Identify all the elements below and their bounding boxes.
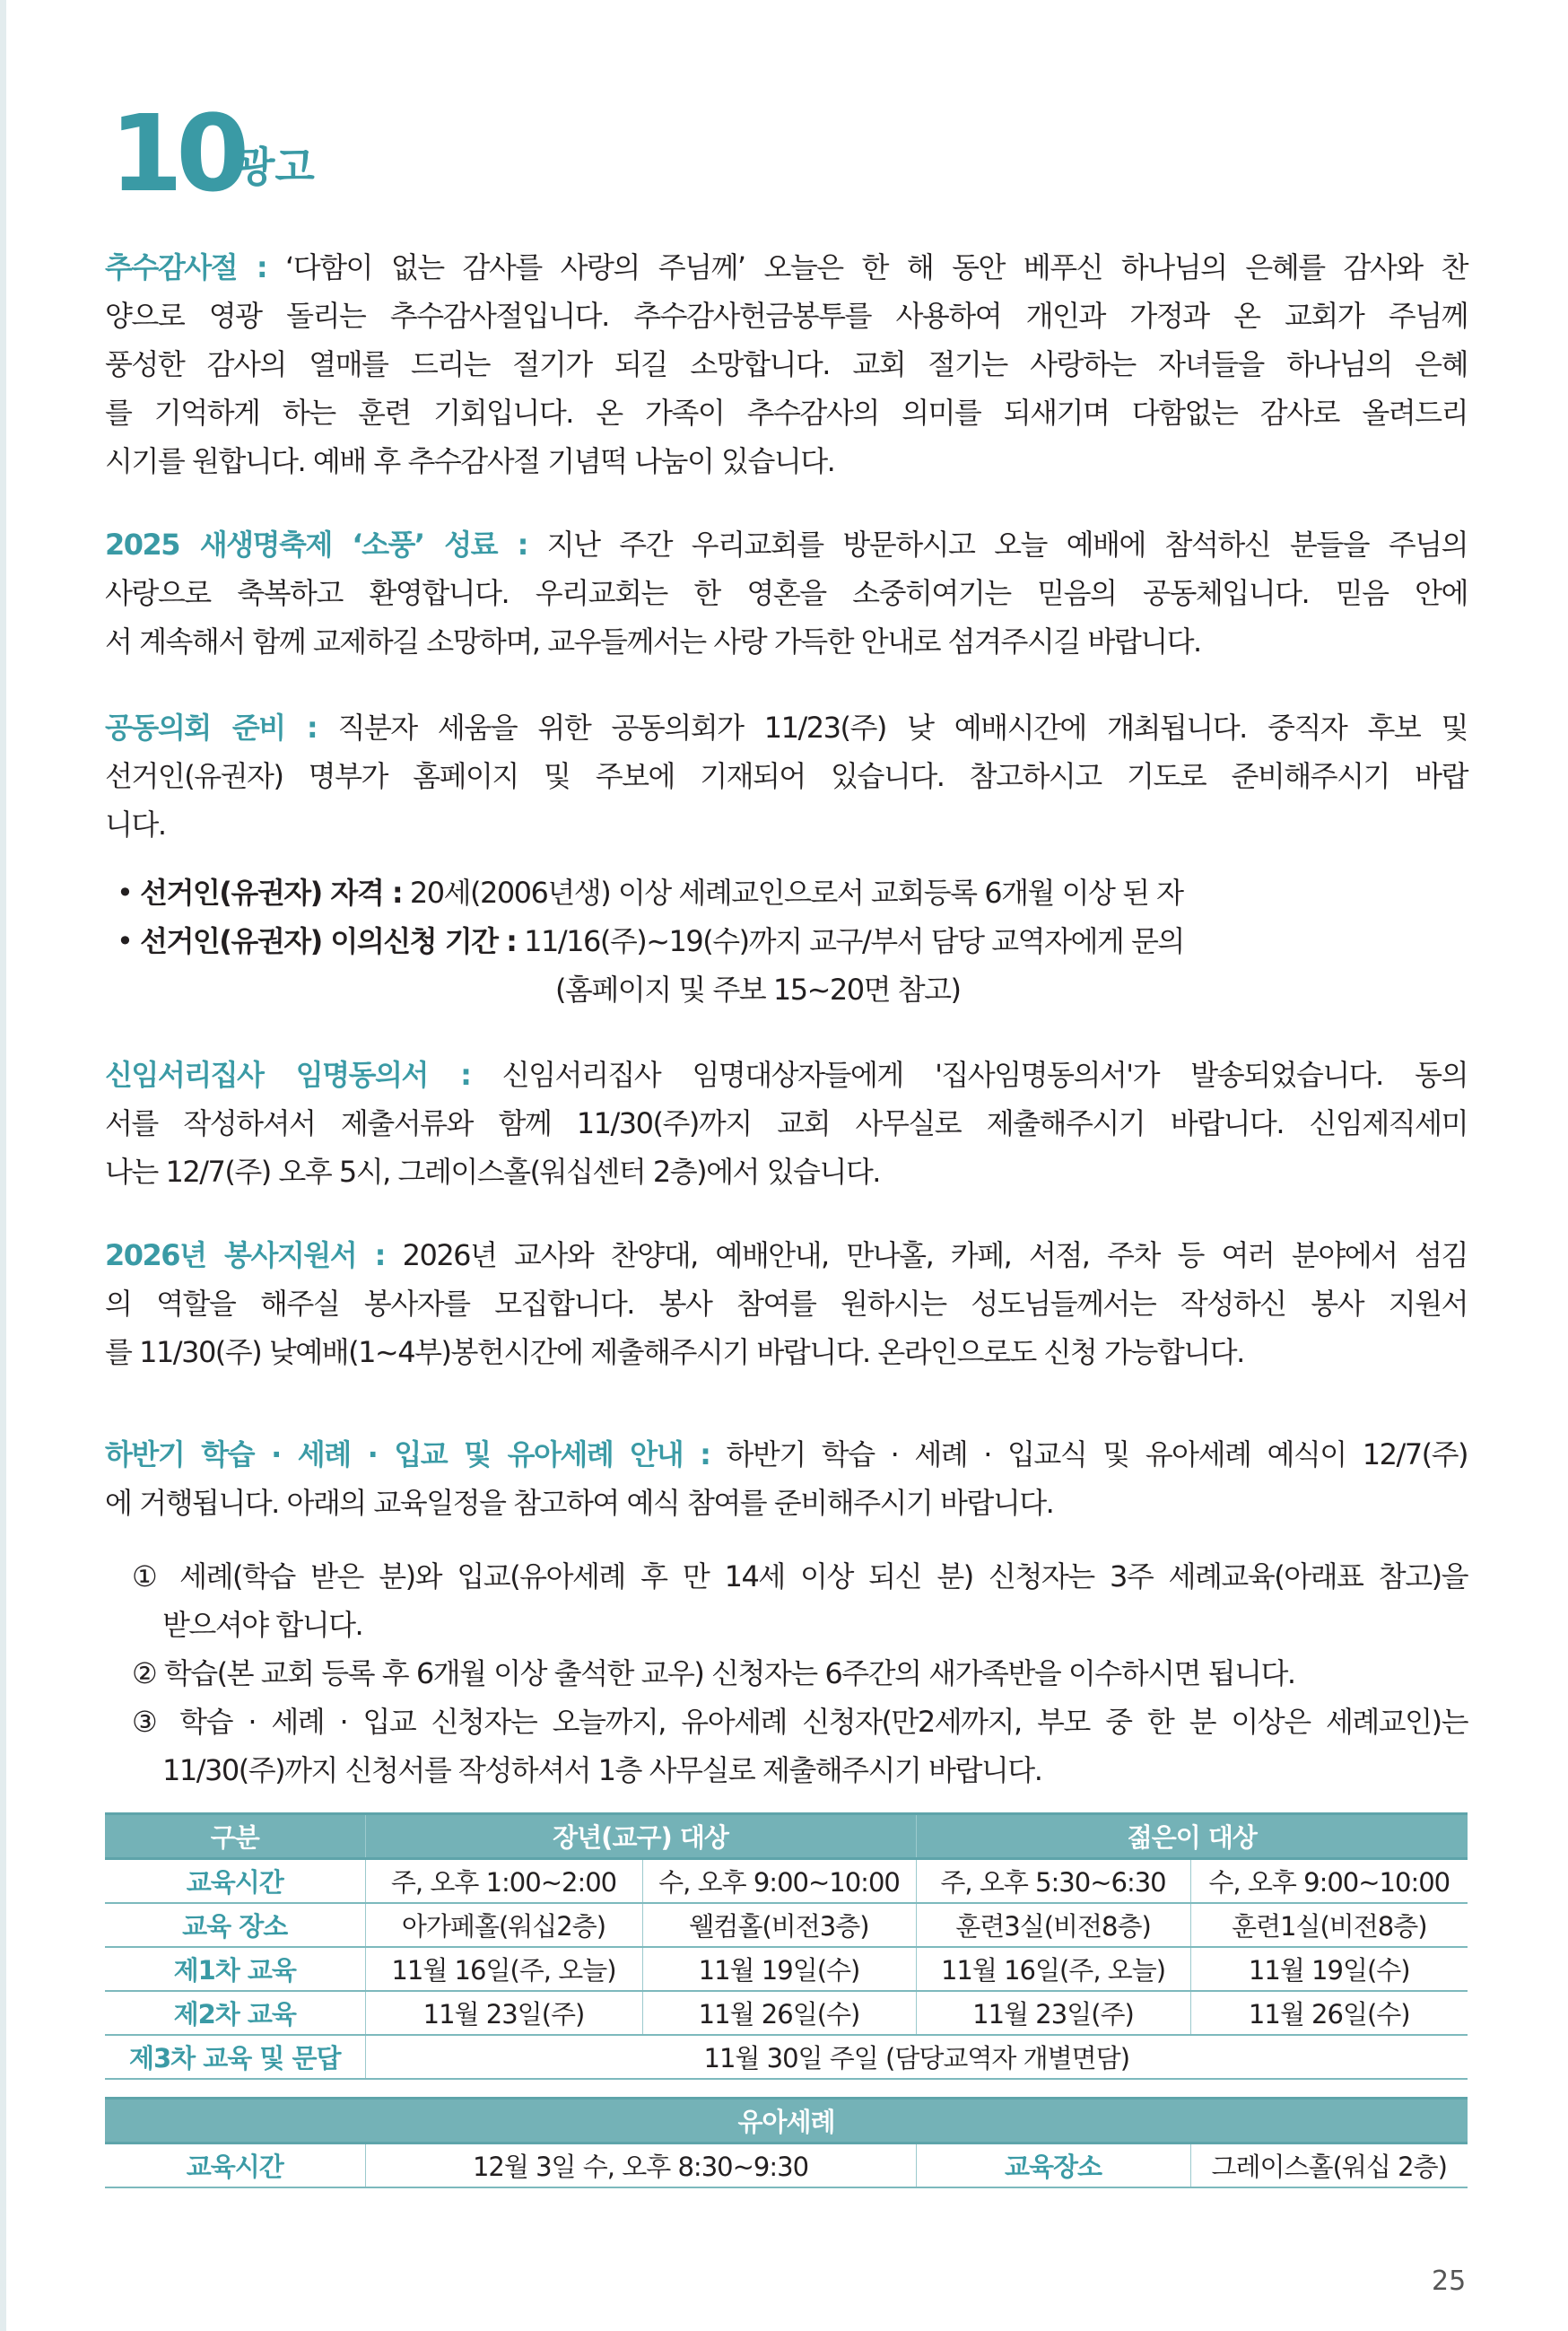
numbered-item: ② 학습(본 교회 등록 후 6개월 이상 출석한 교우) 신청자는 6주간의 새가족반을 이수하시면 됩니다. (132, 1656, 1295, 1690)
notice-label: 2026년 봉사지원서 : (105, 1238, 385, 1272)
table-cell: 11월 23일(주) (916, 1991, 1190, 2035)
bullet-label: 선거인(유권자) 자격 : (140, 876, 403, 910)
column-header: 장년(교구) 대상 (365, 1814, 916, 1859)
table-cell: 11월 19일(수) (1190, 1947, 1468, 1991)
schedule-table (105, 1812, 1468, 2080)
notice-deacon-consent (105, 1051, 1468, 1196)
section-title: 광고 (235, 143, 315, 191)
row-label: 교육시간 (105, 1859, 365, 1904)
notice-text: 2026년 교사와 찬양대, 예배안내, 만나홀, 카페, 서점, 주차 등 여러 분야에서 섬김 (402, 1238, 1468, 1272)
page-edge (0, 0, 6, 2331)
voter-bullets (117, 869, 1462, 1014)
bullet-continuation: (홈페이지 및 주보 15~20면 참고) (555, 973, 961, 1007)
notice-text: 사랑으로 축복하고 환영합니다. 우리교회는 한 영혼을 소중히여기는 믿음의 공동체입니다. 믿음 안에 (105, 576, 1468, 610)
numbered-item: ③ 학습 · 세례 · 입교 신청자는 오늘까지, 유아세례 신청자(만2세까지, 부모 중 한 분 이상은 세례교인)는 (132, 1705, 1468, 1739)
table-cell: 아가페홀(워십2층) (365, 1903, 642, 1947)
table-cell: 11월 19일(수) (642, 1947, 916, 1991)
infant-baptism-table (105, 2097, 1468, 2188)
notice-text: 신임서리집사 임명대상자들에게 '집사임명동의서'가 발송되었습니다. 동의 (501, 1058, 1468, 1092)
notice-text: 지난 주간 우리교회를 방문하시고 오늘 예배에 참석하신 분들을 주님의 (546, 528, 1468, 562)
notice-text: 에 거행됩니다. 아래의 교육일정을 참고하여 예식 참여를 준비해주시기 바랍니다. (105, 1486, 1054, 1520)
notice-label: 공동의회 준비 : (105, 711, 318, 745)
numbered-list (132, 1552, 1468, 1794)
notice-text: 하반기 학습 · 세례 · 입교식 및 유아세례 예식이 12/7(주) (726, 1437, 1468, 1471)
column-header: 젊은이 대상 (916, 1814, 1468, 1859)
bullet-item: • 선거인(유권자) 이의신청 기간 : 11/16(주)~19(수)까지 교구/부서 담당 교역자에게 문의 (117, 924, 1184, 958)
table-header-row (105, 1814, 1468, 1859)
numbered-item: ① 세례(학습 받은 분)와 입교(유아세례 후 만 14세 이상 되신 분) 신청자는 3주 세례교육(아래표 참고)을 (132, 1559, 1468, 1593)
notice-text: 선거인(유권자) 명부가 홈페이지 및 주보에 기재되어 있습니다. 참고하시고 기도로 준비해주시기 바랍 (105, 759, 1468, 793)
notice-text: 직분자 세움을 위한 공동의회가 11/23(주) 낮 예배시간에 개최됩니다. 중직자 후보 및 (337, 711, 1468, 745)
table-cell: 훈련3실(비전8층) (916, 1903, 1190, 1947)
bullet-text: 20세(2006년생) 이상 세례교인으로서 교회등록 6개월 이상 된 자 (409, 876, 1183, 910)
table-cell: 11월 30일 주일 (담당교역자 개별면담) (365, 2035, 1468, 2079)
table-cell: 11월 16일(주, 오늘) (916, 1947, 1190, 1991)
notice-congregational-meeting (105, 703, 1468, 849)
table-row (105, 1991, 1468, 2035)
notice-label: 하반기 학습 · 세례 · 입교 및 유아세례 안내 : (105, 1437, 710, 1471)
table-header-row (105, 2099, 1468, 2143)
notice-label: 추수감사절 : (105, 250, 267, 284)
notice-text: 니다. (105, 808, 166, 842)
notice-label: 신임서리집사 임명동의서 : (105, 1058, 471, 1092)
notice-thanksgiving (105, 243, 1468, 485)
column-header: 구분 (105, 1814, 365, 1859)
table-cell: 11월 16일(주, 오늘) (365, 1947, 642, 1991)
page-number: 25 (1432, 2266, 1467, 2297)
row-label: 제1차 교육 (105, 1947, 365, 1991)
row-label: 제2차 교육 (105, 1991, 365, 2035)
notice-text: 서 계속해서 함께 교제하길 소망하며, 교우들께서는 사랑 가득한 안내로 섬겨주시길 바랍니다. (105, 624, 1201, 659)
table-cell: 주, 오후 5:30~6:30 (916, 1859, 1190, 1904)
notice-text: 양으로 영광 돌리는 추수감사절입니다. 추수감사헌금봉투를 사용하여 개인과 가정과 온 교회가 주님께 (105, 299, 1468, 333)
table-cell: 수, 오후 9:00~10:00 (1190, 1859, 1468, 1904)
bullet-text: 11/16(주)~19(수)까지 교구/부서 담당 교역자에게 문의 (524, 924, 1184, 958)
table-cell: 수, 오후 9:00~10:00 (642, 1859, 916, 1904)
notice-text: 의 역할을 해주실 봉사자를 모집합니다. 봉사 참여를 원하시는 성도님들께서는 작성하신 봉사 지원서 (105, 1287, 1468, 1321)
table-cell: 12월 3일 수, 오후 8:30~9:30 (365, 2143, 916, 2188)
notice-text: 서를 작성하셔서 제출서류와 함께 11/30(주)까지 교회 사무실로 제출해주시기 바랍니다. 신임제직세미 (105, 1106, 1468, 1140)
row-label: 교육장소 (916, 2143, 1190, 2188)
table-row (105, 1859, 1468, 1904)
bullet-label: 선거인(유권자) 이의신청 기간 : (140, 924, 517, 958)
numbered-item-continuation: 받으셔야 합니다. (162, 1608, 363, 1642)
table-cell: 웰컴홀(비전3층) (642, 1903, 916, 1947)
row-label: 제3차 교육 및 문답 (105, 2035, 365, 2079)
table-cell: 11월 23일(주) (365, 1991, 642, 2035)
numbered-item-continuation: 11/30(주)까지 신청서를 작성하셔서 1층 사무실로 제출해주시기 바랍니다. (162, 1753, 1042, 1787)
table-cell: 11월 26일(수) (1190, 1991, 1468, 2035)
table-cell: 11월 26일(수) (642, 1991, 916, 2035)
table-row (105, 2035, 1468, 2079)
table-cell: 주, 오후 1:00~2:00 (365, 1859, 642, 1904)
bullet-item: • 선거인(유권자) 자격 : 20세(2006년생) 이상 세례교인으로서 교회등록 6개월 이상 된 자 (117, 876, 1183, 910)
notice-text: 풍성한 감사의 열매를 드리는 절기가 되길 소망합니다. 교회 절기는 사랑하는 자녀들을 하나님의 은혜 (105, 347, 1468, 381)
notice-label: 2025 새생명축제 ‘소풍’ 성료 : (105, 528, 527, 562)
notice-text: 를 기억하게 하는 훈련 기회입니다. 온 가족이 추수감사의 의미를 되새기며 다함없는 감사로 올려드리 (105, 396, 1468, 430)
notice-text: 를 11/30(주) 낮예배(1~4부)봉헌시간에 제출해주시기 바랍니다. 온라인으로도 신청 가능합니다. (105, 1335, 1244, 1369)
table-row (105, 1903, 1468, 1947)
notice-text: 나는 12/7(주) 오후 5시, 그레이스홀(워십센터 2층)에서 있습니다. (105, 1155, 880, 1189)
notice-text: 시기를 원합니다. 예배 후 추수감사절 기념떡 나눔이 있습니다. (105, 444, 835, 478)
notice-text: ‘다함이 없는 감사를 사랑의 주님께’ 오늘은 한 해 동안 베푸신 하나님의 은혜를 감사와 찬 (285, 250, 1468, 284)
section-number: 10 (109, 92, 243, 215)
table-cell: 그레이스홀(워십 2층) (1190, 2143, 1468, 2188)
table-row (105, 1947, 1468, 1991)
table-row (105, 2143, 1468, 2188)
notice-baptism (105, 1430, 1468, 1527)
table-cell: 훈련1실(비전8층) (1190, 1903, 1468, 1947)
column-header: 유아세례 (105, 2099, 1468, 2143)
row-label: 교육시간 (105, 2143, 365, 2188)
notice-new-life-festival (105, 520, 1468, 666)
row-label: 교육 장소 (105, 1903, 365, 1947)
notice-volunteer-application (105, 1231, 1468, 1376)
